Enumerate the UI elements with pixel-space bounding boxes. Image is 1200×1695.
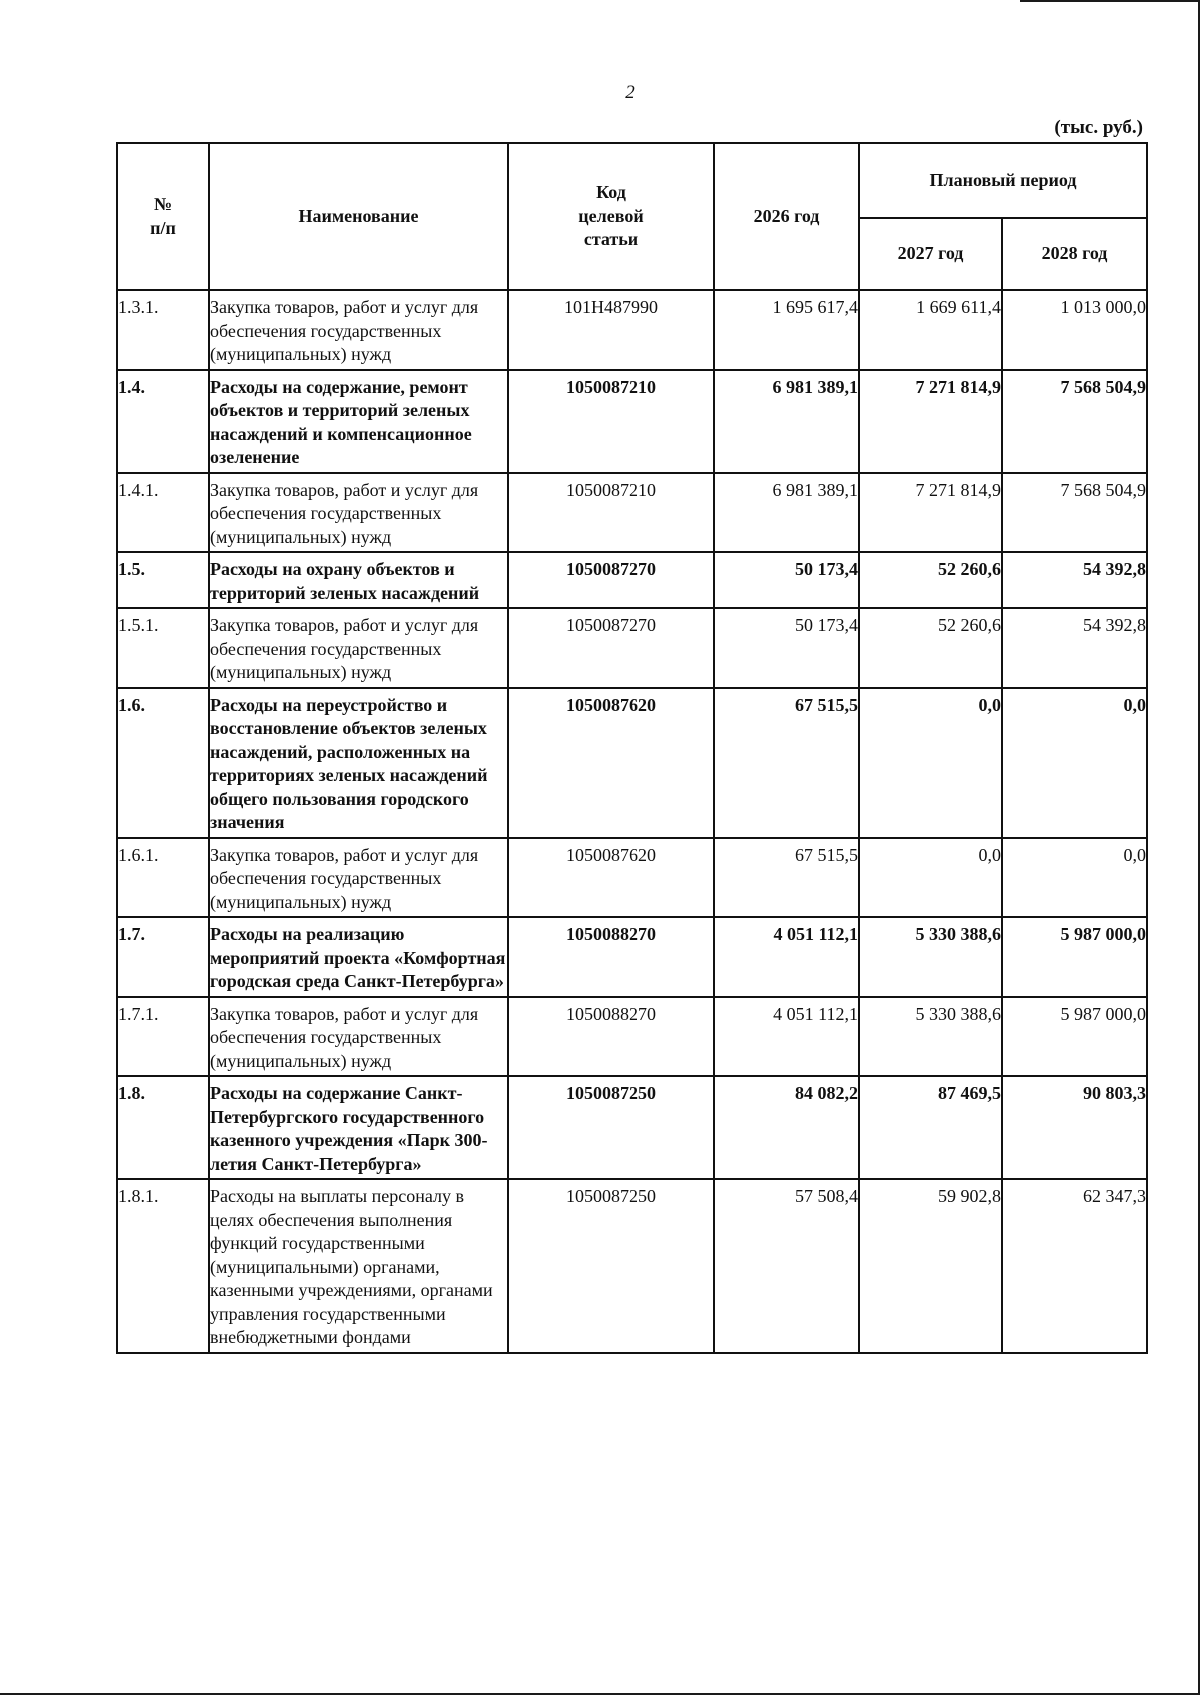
table-row bbox=[117, 290, 1147, 370]
row-amount-2026: 50 173,4 bbox=[714, 552, 859, 608]
row-amount-2026: 4 051 112,1 bbox=[714, 917, 859, 997]
table-row bbox=[117, 608, 1147, 688]
row-number: 1.5. bbox=[117, 552, 209, 608]
row-number: 1.3.1. bbox=[117, 290, 209, 370]
row-number: 1.8. bbox=[117, 1076, 209, 1179]
row-number: 1.4.1. bbox=[117, 473, 209, 553]
row-amount-2027: 7 271 814,9 bbox=[859, 473, 1002, 553]
row-code: 1050087620 bbox=[508, 838, 714, 918]
row-code: 1050087250 bbox=[508, 1076, 714, 1179]
row-code: 1050087270 bbox=[508, 552, 714, 608]
row-amount-2028: 5 987 000,0 bbox=[1002, 997, 1147, 1077]
row-code: 1050088270 bbox=[508, 917, 714, 997]
row-name: Расходы на выплаты персоналу в целях обеспечения выполнения функций государственными (муниципальными) органами, казенными учреждениями, органами управления государственными внебюджетными фондами bbox=[209, 1179, 508, 1353]
header-planned-period: Плановый период bbox=[859, 143, 1147, 218]
row-number: 1.6. bbox=[117, 688, 209, 838]
row-amount-2028: 90 803,3 bbox=[1002, 1076, 1147, 1179]
row-name: Закупка товаров, работ и услуг для обеспечения государственных (муниципальных) нужд bbox=[209, 997, 508, 1077]
row-number: 1.7. bbox=[117, 917, 209, 997]
row-amount-2026: 67 515,5 bbox=[714, 688, 859, 838]
row-name: Расходы на охрану объектов и территорий зеленых насаждений bbox=[209, 552, 508, 608]
table-row bbox=[117, 688, 1147, 838]
row-name: Закупка товаров, работ и услуг для обеспечения государственных (муниципальных) нужд bbox=[209, 838, 508, 918]
row-amount-2027: 0,0 bbox=[859, 838, 1002, 918]
row-name: Расходы на реализацию мероприятий проекта «Комфортная городская среда Санкт-Петербурга» bbox=[209, 917, 508, 997]
header-2028: 2028 год bbox=[1002, 218, 1147, 290]
row-amount-2026: 50 173,4 bbox=[714, 608, 859, 688]
row-amount-2028: 5 987 000,0 bbox=[1002, 917, 1147, 997]
row-amount-2028: 0,0 bbox=[1002, 838, 1147, 918]
row-amount-2026: 6 981 389,1 bbox=[714, 370, 859, 473]
row-code: 1050087620 bbox=[508, 688, 714, 838]
scan-top-mark bbox=[1020, 0, 1200, 2]
table-row bbox=[117, 552, 1147, 608]
row-amount-2028: 54 392,8 bbox=[1002, 552, 1147, 608]
row-number: 1.6.1. bbox=[117, 838, 209, 918]
row-name: Закупка товаров, работ и услуг для обеспечения государственных (муниципальных) нужд bbox=[209, 608, 508, 688]
row-amount-2027: 1 669 611,4 bbox=[859, 290, 1002, 370]
row-code: 1050087210 bbox=[508, 370, 714, 473]
row-amount-2028: 1 013 000,0 bbox=[1002, 290, 1147, 370]
row-amount-2027: 87 469,5 bbox=[859, 1076, 1002, 1179]
row-code: 101Н487990 bbox=[508, 290, 714, 370]
header-2026: 2026 год bbox=[714, 143, 859, 290]
row-number: 1.7.1. bbox=[117, 997, 209, 1077]
header-code bbox=[508, 143, 714, 290]
row-number: 1.4. bbox=[117, 370, 209, 473]
header-number-label: № п/п bbox=[150, 194, 176, 238]
row-code: 1050088270 bbox=[508, 997, 714, 1077]
table-row bbox=[117, 838, 1147, 918]
row-number: 1.8.1. bbox=[117, 1179, 209, 1353]
row-amount-2026: 57 508,4 bbox=[714, 1179, 859, 1353]
table-row bbox=[117, 473, 1147, 553]
row-amount-2028: 54 392,8 bbox=[1002, 608, 1147, 688]
row-name: Закупка товаров, работ и услуг для обеспечения государственных (муниципальных) нужд bbox=[209, 290, 508, 370]
row-amount-2026: 67 515,5 bbox=[714, 838, 859, 918]
table-row bbox=[117, 917, 1147, 997]
table-row bbox=[117, 1076, 1147, 1179]
units-label: (тыс. руб.) bbox=[1054, 117, 1143, 138]
row-amount-2028: 62 347,3 bbox=[1002, 1179, 1147, 1353]
budget-table bbox=[116, 142, 1148, 1354]
page-number: 2 bbox=[625, 82, 635, 103]
table-row bbox=[117, 370, 1147, 473]
row-code: 1050087210 bbox=[508, 473, 714, 553]
row-code: 1050087250 bbox=[508, 1179, 714, 1353]
row-code: 1050087270 bbox=[508, 608, 714, 688]
header-number bbox=[117, 143, 209, 290]
row-name: Расходы на содержание, ремонт объектов и территорий зеленых насаждений и компенсационное озеленение bbox=[209, 370, 508, 473]
row-amount-2026: 6 981 389,1 bbox=[714, 473, 859, 553]
header-name: Наименование bbox=[209, 143, 508, 290]
row-amount-2027: 0,0 bbox=[859, 688, 1002, 838]
row-number: 1.5.1. bbox=[117, 608, 209, 688]
row-amount-2027: 7 271 814,9 bbox=[859, 370, 1002, 473]
row-amount-2028: 7 568 504,9 bbox=[1002, 370, 1147, 473]
table-body bbox=[117, 290, 1147, 1353]
row-name: Расходы на переустройство и восстановление объектов зеленых насаждений, расположенных на территориях зеленых насаждений общего пользования городского значения bbox=[209, 688, 508, 838]
row-name: Закупка товаров, работ и услуг для обеспечения государственных (муниципальных) нужд bbox=[209, 473, 508, 553]
row-amount-2027: 52 260,6 bbox=[859, 552, 1002, 608]
row-amount-2027: 5 330 388,6 bbox=[859, 917, 1002, 997]
table-row bbox=[117, 997, 1147, 1077]
row-amount-2027: 52 260,6 bbox=[859, 608, 1002, 688]
row-amount-2026: 84 082,2 bbox=[714, 1076, 859, 1179]
row-amount-2026: 4 051 112,1 bbox=[714, 997, 859, 1077]
table-header bbox=[117, 143, 1147, 290]
header-2027: 2027 год bbox=[859, 218, 1002, 290]
row-amount-2028: 7 568 504,9 bbox=[1002, 473, 1147, 553]
row-amount-2026: 1 695 617,4 bbox=[714, 290, 859, 370]
row-name: Расходы на содержание Санкт-Петербургского государственного казенного учреждения «Парк 300-летия Санкт-Петербурга» bbox=[209, 1076, 508, 1179]
row-amount-2027: 59 902,8 bbox=[859, 1179, 1002, 1353]
header-code-label: Код целевой статьи bbox=[578, 182, 644, 250]
table-row bbox=[117, 1179, 1147, 1353]
row-amount-2028: 0,0 bbox=[1002, 688, 1147, 838]
row-amount-2027: 5 330 388,6 bbox=[859, 997, 1002, 1077]
